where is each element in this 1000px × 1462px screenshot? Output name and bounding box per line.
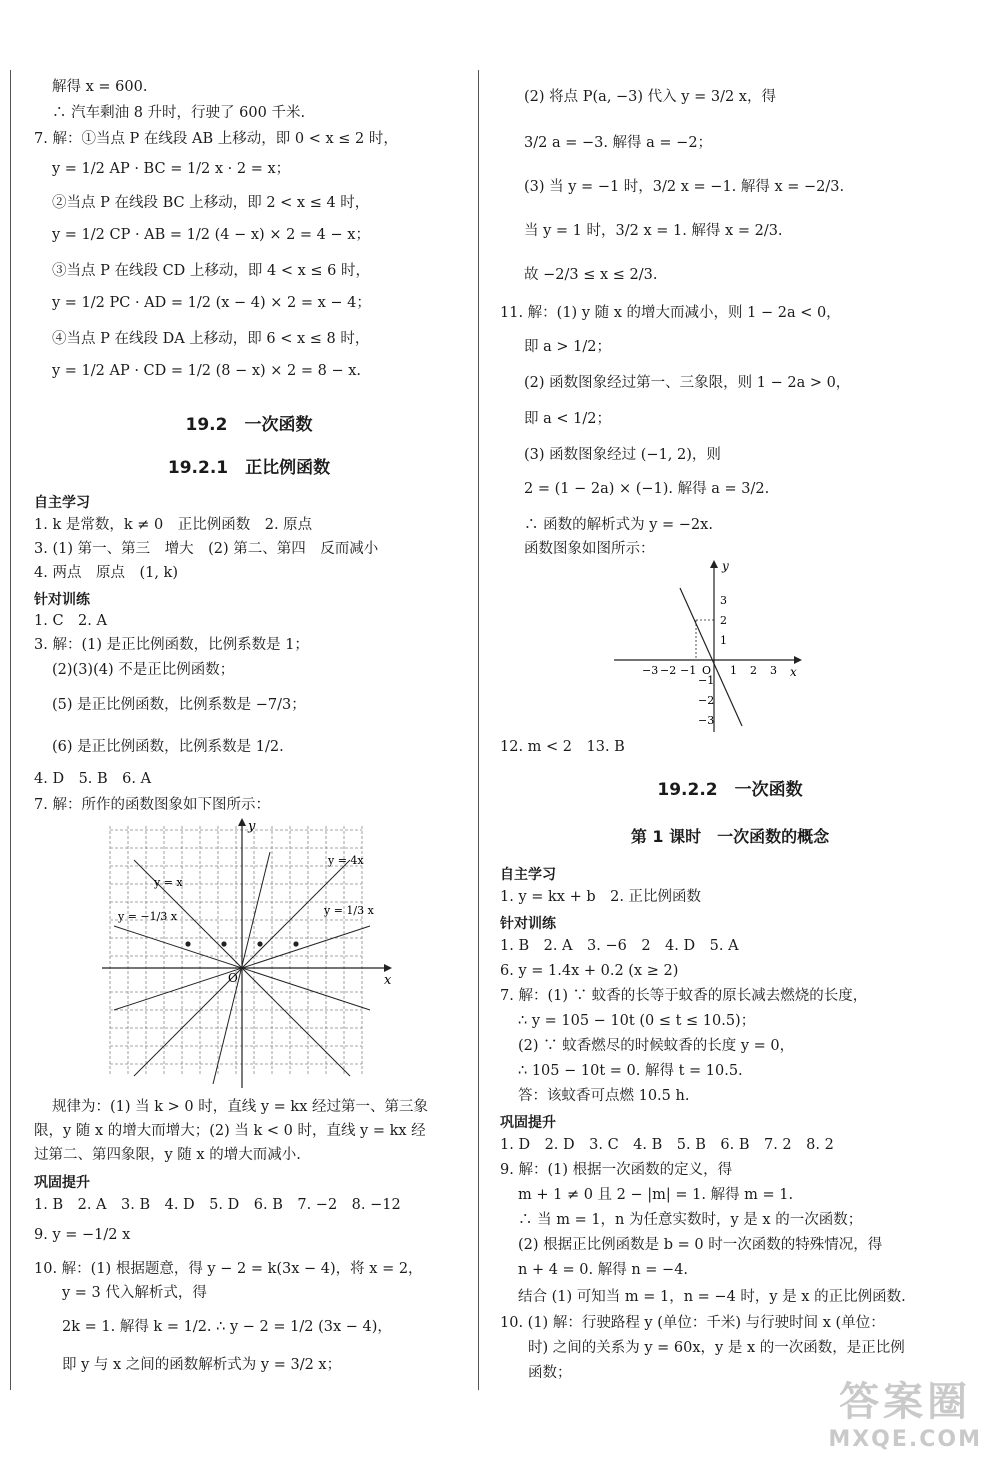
- left-column: [34, 0, 464, 1462]
- text-line: 10. 解：(1) 根据题意，得 y − 2 = k(3x − 4)，将 x = 2，: [34, 1261, 423, 1277]
- text-line: 3. 解：(1) 是正比例函数，比例系数是 1；: [34, 637, 309, 653]
- text-line: 9. 解：(1) 根据一次函数的定义，得: [500, 1162, 733, 1178]
- text-line: ∴ 当 m = 1，n 为任意实数时，y 是 x 的一次函数；: [518, 1212, 863, 1228]
- graph2-y-tick: 3: [720, 594, 727, 607]
- text-line: 1. y = kx + b 2. 正比例函数: [500, 889, 702, 905]
- text-line: (2) 根据正比例函数是 b = 0 时一次函数的特殊情况，得: [518, 1237, 883, 1253]
- text-line: 即 a < 1/2；: [524, 411, 611, 427]
- text-line: 故 −2/3 ≤ x ≤ 2/3.: [524, 267, 658, 283]
- graph2-x-tick: 3: [770, 664, 777, 677]
- graph2-x-tick: 1: [730, 664, 737, 677]
- graph2-y-tick: −3: [698, 714, 715, 727]
- graph-y-label: y: [248, 819, 256, 834]
- subsection-title: 19.2.1 正比例函数: [167, 458, 331, 478]
- watermark-url-text: MXQE.COM: [828, 1427, 982, 1452]
- graph-line-label: y = x: [154, 876, 183, 889]
- graph2-y-tick: −1: [698, 674, 715, 687]
- text-line: 限，y 随 x 的增大而增大；(2) 当 k < 0 时，直线 y = kx 经: [34, 1123, 426, 1139]
- gonggu-heading: 巩固提升: [500, 1115, 556, 1131]
- text-line: ③当点 P 在线段 CD 上移动，即 4 < x ≤ 6 时，: [52, 263, 370, 279]
- text-line: 解得 x = 600.: [52, 79, 148, 95]
- text-line: 1. C 2. A: [34, 613, 107, 629]
- text-line: (2) 将点 P(a, −3) 代入 y = 3/2 x，得: [524, 89, 776, 105]
- text-line: y = 1/2 CP · AB = 1/2 (4 − x) × 2 = 4 − x；: [52, 227, 370, 243]
- text-line: y = 3 代入解析式，得: [62, 1285, 207, 1301]
- text-line: 规律为：(1) 当 k > 0 时，直线 y = kx 经过第一、第三象: [52, 1099, 428, 1115]
- text-line: 1. B 2. A 3. −6 2 4. D 5. A: [500, 938, 739, 954]
- text-line: 函数；: [528, 1365, 572, 1381]
- left-border: [10, 70, 11, 1390]
- text-line: ④当点 P 在线段 DA 上移动，即 6 < x ≤ 8 时，: [52, 331, 370, 347]
- text-line: 2 = (1 − 2a) × (−1). 解得 a = 3/2.: [524, 481, 770, 497]
- text-line: 函数图象如图所示：: [524, 541, 655, 557]
- linear-function-graph: [610, 556, 810, 736]
- zizhu-heading: 自主学习: [34, 495, 90, 511]
- graph2-origin-label: O: [702, 664, 712, 677]
- text-line: m + 1 ≠ 0 且 2 − |m| = 1. 解得 m = 1.: [518, 1187, 794, 1203]
- text-line: (2) ∵ 蚊香燃尽的时候蚊香的长度 y = 0，: [518, 1038, 795, 1054]
- graph2-y-tick: 2: [720, 614, 727, 627]
- graph-line-label: y = 4x: [328, 854, 364, 867]
- text-line: 4. 两点 原点 (1, k): [34, 565, 178, 581]
- text-line: 11. 解：(1) y 随 x 的增大而减小，则 1 − 2a < 0，: [500, 305, 841, 321]
- text-line: 4. D 5. B 6. A: [34, 771, 152, 787]
- text-line: ∴ 105 − 10t = 0. 解得 t = 10.5.: [518, 1063, 743, 1079]
- text-line: (5) 是正比例函数，比例系数是 −7/3；: [52, 697, 306, 713]
- text-line: (6) 是正比例函数，比例系数是 1/2.: [52, 739, 284, 755]
- text-line: (2)(3)(4) 不是正比例函数；: [52, 662, 235, 678]
- text-line: 12. m < 2 13. B: [500, 739, 625, 755]
- text-line: 结合 (1) 可知当 m = 1，n = −4 时，y 是 x 的正比例函数.: [518, 1289, 906, 1305]
- text-line: 1. k 是常数，k ≠ 0 正比例函数 2. 原点: [34, 517, 313, 533]
- text-line: ∴ 函数的解析式为 y = −2x.: [524, 517, 713, 533]
- text-line: 7. 解：①当点 P 在线段 AB 上移动，即 0 < x ≤ 2 时，: [34, 131, 398, 147]
- watermark-main-text: 答案圈: [839, 1379, 972, 1425]
- zhendui-heading: 针对训练: [500, 916, 556, 932]
- text-line: 时) 之间的关系为 y = 60x，y 是 x 的一次函数，是正比例: [528, 1340, 905, 1356]
- graph2-x-tick: −2: [660, 664, 677, 677]
- section-title: 19.2 一次函数: [185, 415, 313, 435]
- zizhu-heading: 自主学习: [500, 867, 556, 883]
- text-line: ②当点 P 在线段 BC 上移动，即 2 < x ≤ 4 时，: [52, 195, 370, 211]
- text-line: 6. y = 1.4x + 0.2 (x ≥ 2): [500, 963, 679, 979]
- text-line: 即 a > 1/2；: [524, 339, 611, 355]
- text-line: (2) 函数图象经过第一、三象限，则 1 − 2a > 0，: [524, 375, 851, 391]
- text-line: 过第二、第四象限，y 随 x 的增大而减小.: [34, 1147, 301, 1163]
- column-divider: [478, 70, 479, 1390]
- site-watermark-logo: [828, 1370, 982, 1452]
- graph2-x-label: x: [790, 665, 797, 679]
- text-line: y = 1/2 AP · CD = 1/2 (8 − x) × 2 = 8 − x.: [52, 363, 362, 379]
- graph2-y-tick: 1: [720, 634, 727, 647]
- gonggu-heading: 巩固提升: [34, 1175, 90, 1191]
- text-line: 7. 解：(1) ∵ 蚊香的长等于蚊香的原长减去燃烧的长度，: [500, 988, 868, 1004]
- text-line: 当 y = 1 时，3/2 x = 1. 解得 x = 2/3.: [524, 223, 783, 239]
- graph2-x-tick: −3: [642, 664, 659, 677]
- graph2-x-tick: 2: [750, 664, 757, 677]
- text-line: 1. D 2. D 3. C 4. B 5. B 6. B 7. 2 8. 2: [500, 1137, 834, 1153]
- text-line: y = 1/2 PC · AD = 1/2 (x − 4) × 2 = x − 4；: [52, 295, 371, 311]
- zhendui-heading: 针对训练: [34, 592, 90, 608]
- graph-x-label: x: [384, 973, 392, 988]
- text-line: ∴ 汽车剩油 8 升时，行驶了 600 千米.: [52, 105, 306, 121]
- graph2-y-label: y: [722, 559, 729, 573]
- text-line: (3) 函数图象经过 (−1, 2)，则: [524, 447, 721, 463]
- right-column: [500, 0, 960, 1462]
- proportional-function-graph: [100, 816, 400, 1092]
- graph-line-label: y = 1/3 x: [324, 904, 374, 917]
- text-line: 9. y = −1/2 x: [34, 1227, 131, 1243]
- graph2-x-tick: −1: [680, 664, 697, 677]
- text-line: ∴ y = 105 − 10t (0 ≤ t ≤ 10.5)；: [518, 1013, 756, 1029]
- text-line: (3) 当 y = −1 时，3/2 x = −1. 解得 x = −2/3.: [524, 179, 845, 195]
- graph-origin-label: O: [228, 971, 238, 985]
- graph-line-label: y = −1/3 x: [118, 910, 178, 923]
- text-line: 即 y 与 x 之间的函数解析式为 y = 3/2 x；: [62, 1357, 342, 1373]
- text-line: y = 1/2 AP · BC = 1/2 x · 2 = x；: [52, 161, 291, 177]
- graph2-y-tick: −2: [698, 694, 715, 707]
- text-line: 10. (1) 解：行驶路程 y (单位：千米) 与行驶时间 x (单位：: [500, 1315, 885, 1331]
- text-line: 2k = 1. 解得 k = 1/2. ∴ y − 2 = 1/2 (3x − 4)，: [62, 1319, 392, 1335]
- text-line: 7. 解：所作的函数图象如下图所示：: [34, 797, 270, 813]
- text-line: 答：该蚊香可点燃 10.5 h.: [518, 1088, 690, 1104]
- section-title: 19.2.2 一次函数: [657, 780, 803, 800]
- text-line: n + 4 = 0. 解得 n = −4.: [518, 1262, 689, 1278]
- text-line: 3. (1) 第一、第三 增大 (2) 第二、第四 反而减小: [34, 541, 379, 557]
- text-line: 3/2 a = −3. 解得 a = −2；: [524, 135, 713, 151]
- text-line: 1. B 2. A 3. B 4. D 5. D 6. B 7. −2 8. −12: [34, 1197, 401, 1213]
- lesson-title: 第 1 课时 一次函数的概念: [630, 827, 830, 846]
